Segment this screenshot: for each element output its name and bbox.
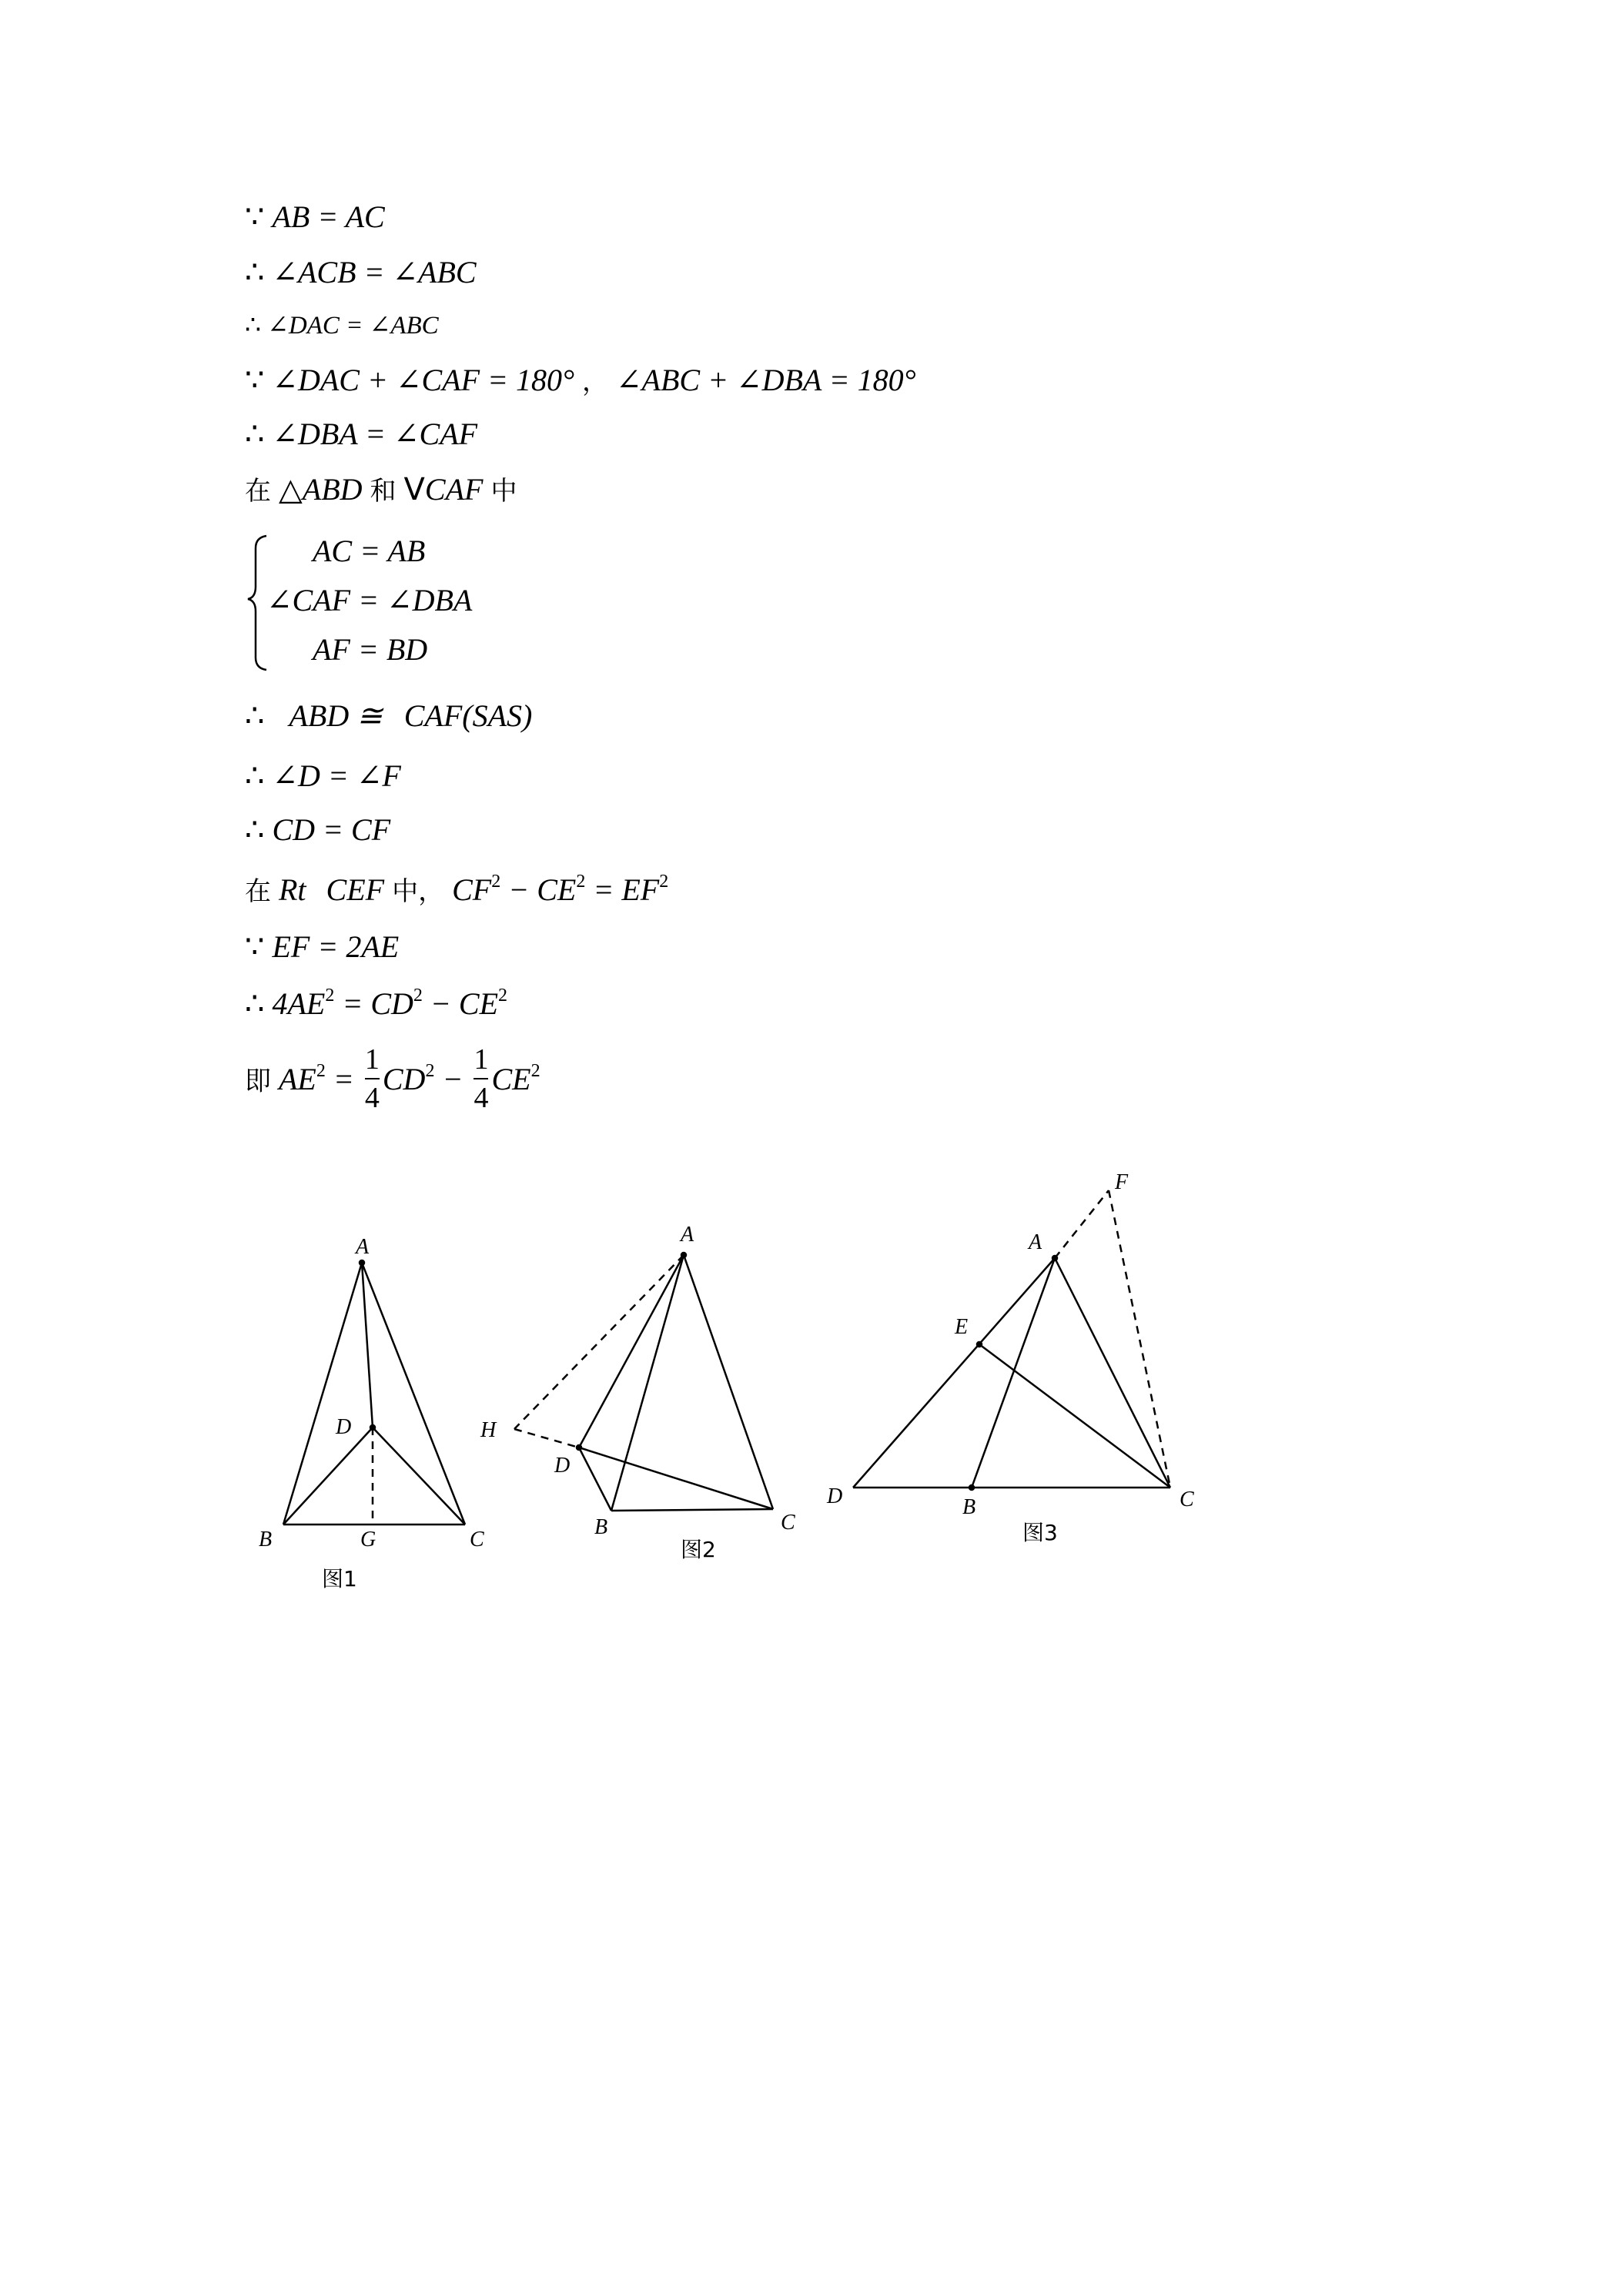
point-a (360, 1260, 364, 1265)
segment-ac (362, 1263, 465, 1525)
triangle-symbol-v: V (403, 472, 425, 507)
fig2-label-b: B (594, 1515, 608, 1539)
rt-text: Rt (279, 872, 306, 907)
segment-ad (579, 1255, 684, 1448)
fig2-caption: 图2 (681, 1537, 716, 1562)
therefore-symbol: ∴ (245, 255, 265, 290)
text-zai: 在 (245, 476, 271, 507)
denominator: 4 (364, 1082, 380, 1114)
triangle-cef: CEF (326, 872, 385, 907)
term-cd: = CD (334, 986, 413, 1021)
statement-a: ∠DAC + ∠CAF = 180° (272, 363, 575, 397)
fig1-caption: 图1 (322, 1566, 357, 1591)
term-4ae: 4AE (272, 986, 326, 1021)
statement-a: ABD ≅ (289, 698, 383, 733)
segment-dc (373, 1427, 465, 1525)
fig3-caption: 图3 (1022, 1520, 1058, 1545)
minus: − (434, 1061, 463, 1096)
statement-b: ∠ABC + ∠DBA = 180° (616, 363, 916, 397)
point-e (977, 1342, 982, 1347)
fig2-label-h: H (480, 1418, 497, 1442)
statement: ∠DBA = ∠CAF (272, 417, 478, 451)
ae-text: AE (279, 1061, 316, 1096)
figure-1 (283, 1260, 465, 1525)
fig2-label-d: D (554, 1454, 571, 1478)
segment-ec (979, 1344, 1170, 1488)
exponent: 2 (491, 872, 501, 892)
brace-line-3: AF = BD (313, 632, 428, 667)
point-d (370, 1425, 375, 1430)
segment-da (853, 1258, 1055, 1488)
text-he: 和 (370, 476, 397, 507)
point-b (969, 1485, 974, 1490)
statement: EF = 2AE (272, 929, 400, 964)
therefore-symbol: ∴ (245, 812, 265, 847)
fig2-label-c: C (781, 1511, 795, 1535)
denominator: 4 (474, 1082, 489, 1114)
numerator: 1 (474, 1043, 489, 1076)
exponent: 2 (659, 872, 669, 892)
segment-hd-dashed (514, 1429, 579, 1448)
statement: AB = AC (272, 199, 385, 234)
triangle-abd: △ABD (279, 472, 363, 507)
figure-3 (853, 1190, 1170, 1490)
fig3-label-a: A (1029, 1230, 1042, 1254)
because-symbol: ∵ (245, 199, 265, 234)
therefore-symbol: ∴ (245, 417, 265, 451)
statement: ∠D = ∠F (272, 758, 401, 793)
triangle-caf: CAF (424, 472, 484, 507)
fig3-label-f: F (1115, 1170, 1129, 1194)
segment-ab (611, 1255, 684, 1511)
fig2-label-a: A (681, 1223, 694, 1247)
because-symbol: ∵ (245, 363, 265, 397)
fig1-label-d: D (336, 1415, 352, 1439)
fig1-label-a: A (356, 1235, 370, 1259)
cd-text: CD (382, 1061, 426, 1096)
segment-fc-dashed (1109, 1190, 1170, 1488)
therefore-symbol: ∴ (245, 698, 265, 733)
numerator: 1 (364, 1043, 380, 1076)
fig3-label-c: C (1180, 1488, 1194, 1511)
segment-bc (611, 1509, 773, 1511)
segment-ac (1055, 1258, 1170, 1488)
ce-text: CE (491, 1061, 531, 1096)
fig1-label-c: C (470, 1528, 484, 1551)
segment-ab (283, 1263, 362, 1525)
term-ce: − CE (500, 872, 577, 907)
therefore-symbol: ∴ (245, 758, 265, 793)
brace-line-1: AC = AB (313, 534, 426, 568)
point-d (577, 1445, 581, 1450)
term-ef: = EF (585, 872, 660, 907)
text-zhong: 中 (490, 476, 517, 507)
brace-line-2: ∠CAF = ∠DBA (266, 583, 473, 618)
statement: CD = CF (272, 812, 391, 847)
exponent: 2 (530, 1060, 540, 1081)
exponent: 2 (325, 986, 335, 1006)
segment-af-dashed (1055, 1190, 1109, 1258)
statement-c: (SAS) (462, 698, 533, 733)
fig1-label-g: G (360, 1528, 376, 1551)
figure-2 (514, 1253, 773, 1511)
text-zhong: 中， (392, 876, 445, 907)
point-a (1052, 1256, 1057, 1260)
fig3-label-d: D (827, 1484, 843, 1508)
therefore-symbol: ∴ (245, 312, 261, 340)
exponent: 2 (413, 986, 423, 1006)
segment-db (283, 1427, 373, 1525)
therefore-symbol: ∴ (245, 986, 265, 1021)
statement: ∠ACB = ∠ABC (272, 255, 477, 290)
segment-ac (684, 1255, 773, 1509)
exponent: 2 (425, 1060, 435, 1081)
statement: ∠DAC = ∠ABC (267, 312, 439, 340)
exponent: 2 (576, 872, 586, 892)
exponent: 2 (316, 1060, 326, 1081)
statement-b: CAF (403, 698, 463, 733)
point-a (681, 1253, 686, 1257)
separator: ， (582, 366, 609, 397)
segment-ab (972, 1258, 1055, 1488)
equals: = (325, 1061, 354, 1096)
term-cf: CF (452, 872, 492, 907)
exponent: 2 (498, 986, 507, 1006)
text-ji: 即 (245, 1066, 271, 1097)
segment-dc (579, 1448, 773, 1509)
fig3-label-b: B (962, 1495, 976, 1519)
fig3-label-e: E (955, 1315, 969, 1339)
because-symbol: ∵ (245, 929, 265, 964)
text-zai: 在 (245, 876, 271, 907)
term-ce: − CE (422, 986, 498, 1021)
fig1-label-b: B (259, 1528, 273, 1551)
